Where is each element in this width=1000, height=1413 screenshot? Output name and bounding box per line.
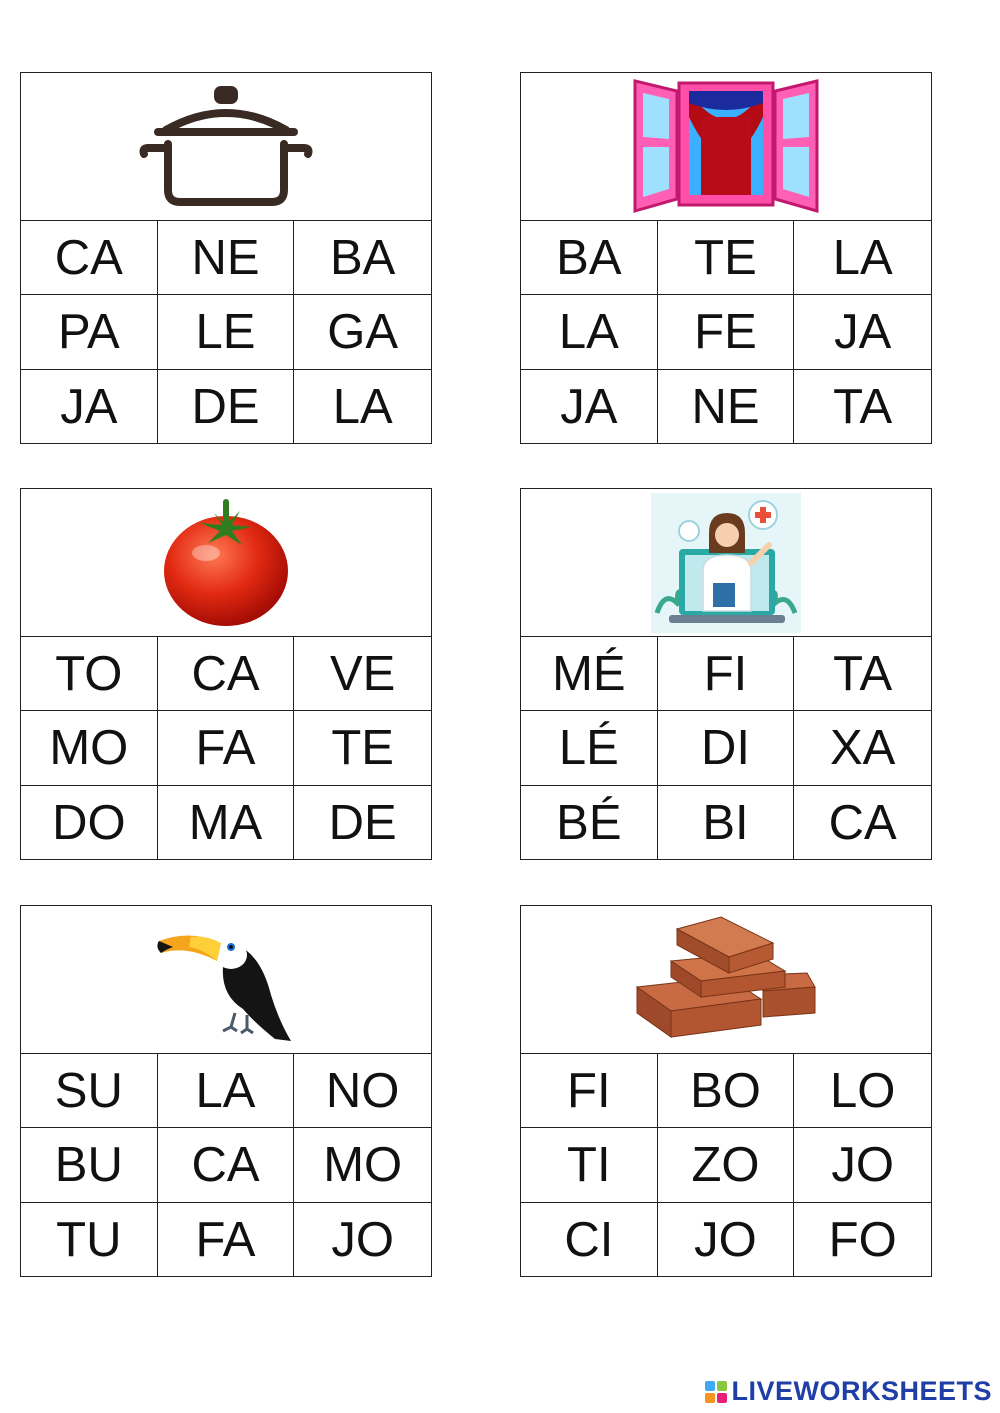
syllable-cell[interactable]: LÉ <box>521 711 658 785</box>
syllable-cell[interactable]: PA <box>21 295 158 369</box>
syllable-cell[interactable]: XA <box>794 711 931 785</box>
brand-mark-icon <box>705 1381 727 1403</box>
syllable-cell[interactable]: NE <box>658 370 795 444</box>
window-icon <box>631 77 821 217</box>
syllable-grid <box>521 637 931 860</box>
syllable-cell[interactable]: MO <box>21 711 158 785</box>
syllable-cell[interactable]: MA <box>158 786 295 860</box>
card-toucan <box>20 905 432 1277</box>
syllable-cell[interactable]: BÉ <box>521 786 658 860</box>
syllable-cell[interactable]: LE <box>158 295 295 369</box>
doctor-icon <box>651 493 801 633</box>
syllable-cell[interactable]: BA <box>521 221 658 295</box>
syllable-cell[interactable]: BI <box>658 786 795 860</box>
image-area <box>521 906 931 1054</box>
syllable-cell[interactable]: LO <box>794 1054 931 1128</box>
syllable-cell[interactable]: FO <box>828 1212 897 1267</box>
image-area <box>21 73 431 221</box>
syllable-cell[interactable]: FI <box>521 1054 658 1128</box>
syllable-cell[interactable]: VE <box>294 637 431 711</box>
syllable-cell[interactable]: TU <box>21 1203 158 1277</box>
syllable-cell[interactable]: TA <box>833 379 893 434</box>
tomato-icon <box>156 495 296 630</box>
syllable-cell[interactable]: LA <box>332 379 393 434</box>
syllable-cell[interactable]: TA <box>794 637 931 711</box>
syllable-cell[interactable]: CA <box>828 795 897 850</box>
syllable-cell[interactable]: MO <box>294 1128 431 1202</box>
card-window <box>520 72 932 444</box>
liveworksheets-logo <box>705 1376 992 1407</box>
card-bricks <box>520 905 932 1277</box>
image-area <box>21 489 431 637</box>
syllable-cell[interactable]: NO <box>294 1054 431 1128</box>
syllable-cell[interactable]: JO <box>331 1212 394 1267</box>
syllable-cell[interactable]: MÉ <box>521 637 658 711</box>
syllable-cell[interactable]: SU <box>21 1054 158 1128</box>
syllable-cell[interactable]: LA <box>158 1054 295 1128</box>
syllable-cell[interactable]: BO <box>658 1054 795 1128</box>
bricks-icon <box>631 915 821 1045</box>
syllable-grid <box>21 221 431 444</box>
syllable-cell[interactable]: GA <box>294 295 431 369</box>
syllable-cell[interactable]: NE <box>158 221 295 295</box>
syllable-cell[interactable]: JO <box>794 1128 931 1202</box>
syllable-cell[interactable]: TI <box>521 1128 658 1202</box>
syllable-cell[interactable]: LA <box>794 221 931 295</box>
syllable-grid <box>521 221 931 444</box>
syllable-cell[interactable]: FA <box>158 1203 295 1277</box>
image-area <box>21 906 431 1054</box>
card-doctor <box>520 488 932 860</box>
syllable-cell[interactable]: DE <box>158 370 295 444</box>
syllable-cell[interactable]: BU <box>21 1128 158 1202</box>
syllable-cell[interactable]: FE <box>658 295 795 369</box>
syllable-grid <box>21 1054 431 1277</box>
syllable-cell[interactable]: TE <box>294 711 431 785</box>
syllable-cell[interactable]: CI <box>521 1203 658 1277</box>
syllable-cell[interactable]: BA <box>294 221 431 295</box>
syllable-cell[interactable]: CA <box>158 1128 295 1202</box>
syllable-cell[interactable]: TE <box>658 221 795 295</box>
syllable-cell[interactable]: CA <box>21 221 158 295</box>
brand-text: LIVEWORKSHEETS <box>731 1376 992 1406</box>
card-tomato <box>20 488 432 860</box>
syllable-cell[interactable]: FI <box>658 637 795 711</box>
syllable-grid <box>21 637 431 860</box>
syllable-cell[interactable]: JA <box>21 370 158 444</box>
syllable-cell[interactable]: TO <box>21 637 158 711</box>
syllable-cell[interactable]: JO <box>658 1203 795 1277</box>
toucan-icon <box>151 915 301 1045</box>
syllable-grid <box>521 1054 931 1277</box>
syllable-cell[interactable]: LA <box>521 295 658 369</box>
syllable-cell[interactable]: JA <box>521 370 658 444</box>
syllable-cell[interactable]: DO <box>21 786 158 860</box>
cooking-pot-icon <box>136 82 316 212</box>
syllable-cell[interactable]: DE <box>328 795 397 850</box>
card-pot <box>20 72 432 444</box>
syllable-cell[interactable]: DI <box>658 711 795 785</box>
syllable-cell[interactable]: ZO <box>658 1128 795 1202</box>
image-area <box>521 489 931 637</box>
syllable-cell[interactable]: JA <box>794 295 931 369</box>
syllable-cell[interactable]: FA <box>158 711 295 785</box>
syllable-cell[interactable]: CA <box>158 637 295 711</box>
image-area <box>521 73 931 221</box>
